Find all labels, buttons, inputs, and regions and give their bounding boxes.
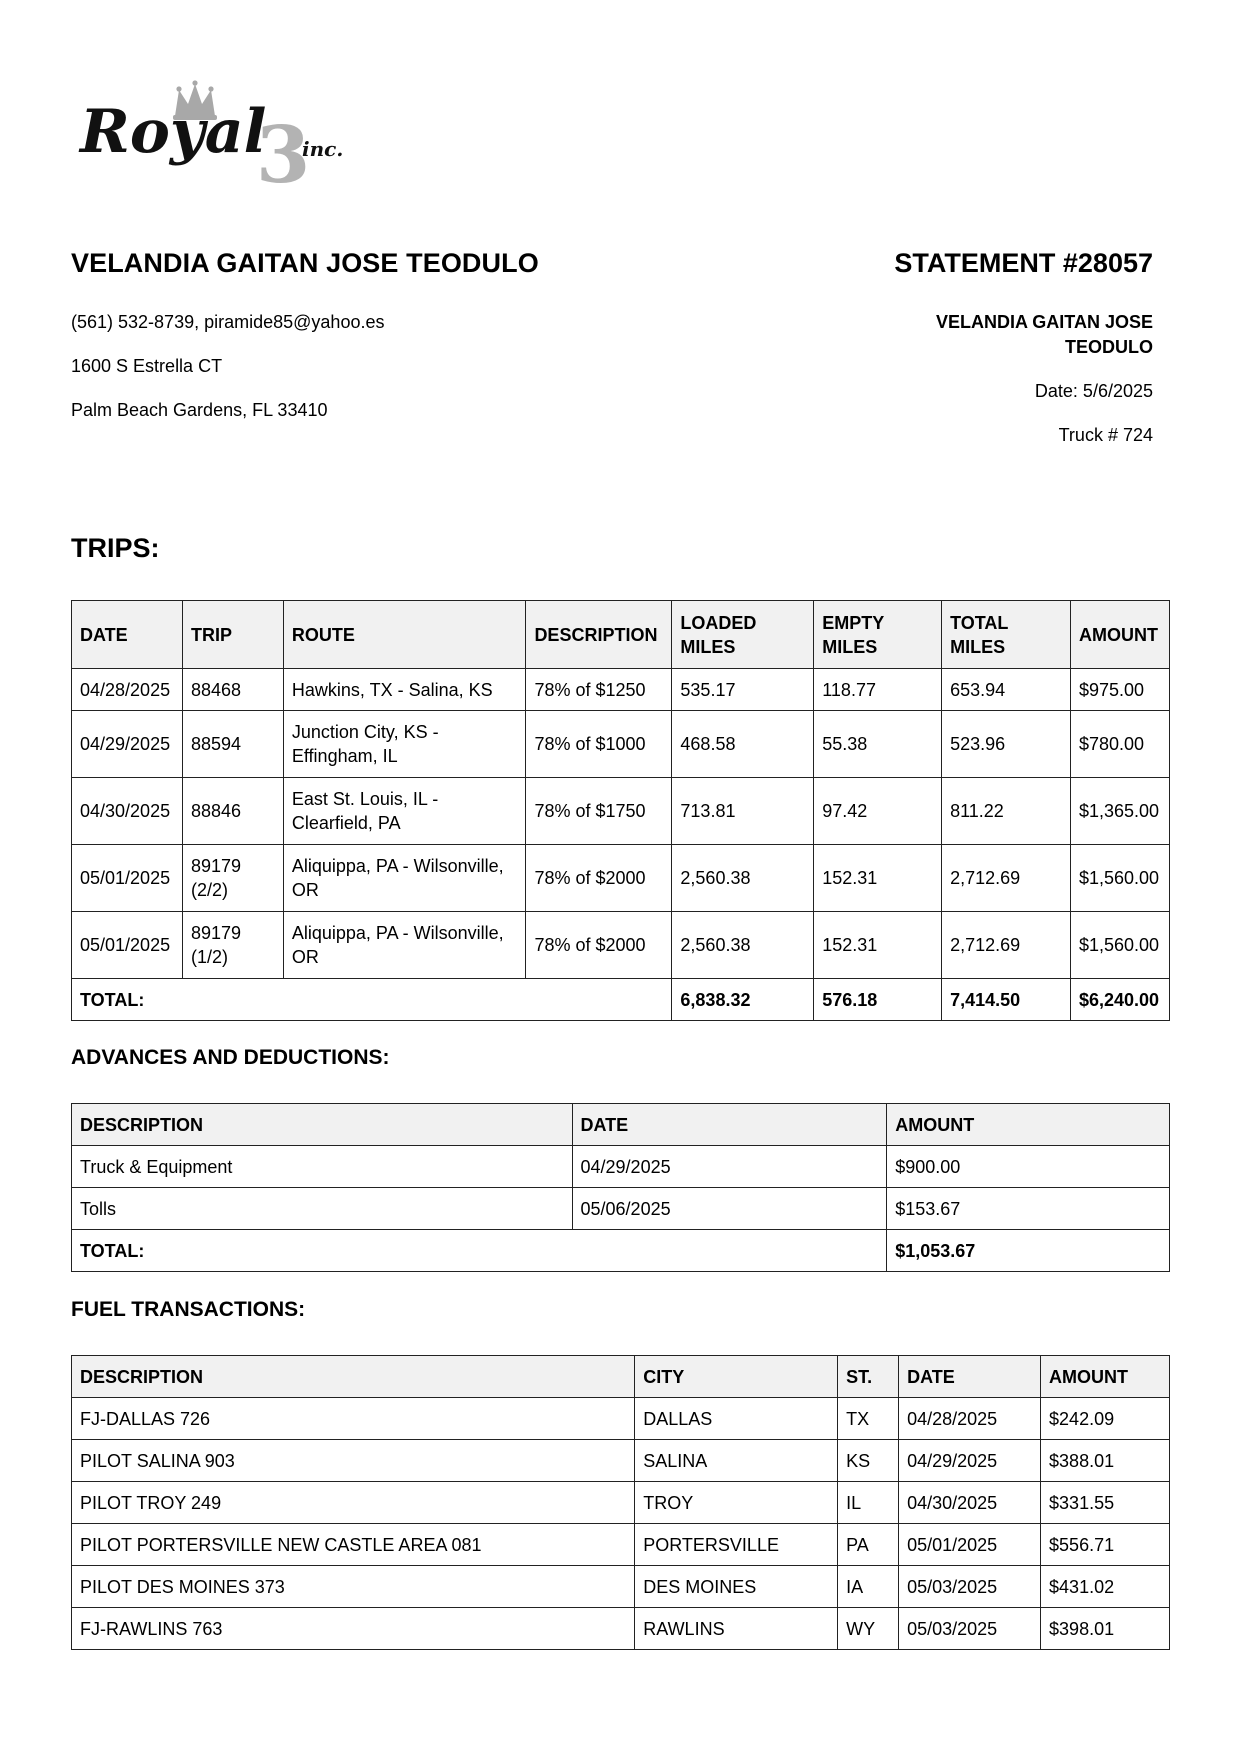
trip-date: 05/01/2025 xyxy=(72,845,183,912)
fuel-city: TROY xyxy=(635,1482,838,1524)
col-header-date: DATE xyxy=(572,1104,887,1146)
fuel-header-row xyxy=(72,1356,1170,1398)
col-header-amount: AMOUNT xyxy=(1041,1356,1170,1398)
trip-empty-miles: 118.77 xyxy=(814,669,942,711)
table-row xyxy=(72,1524,1170,1566)
col-header-description: DESCRIPTION xyxy=(526,601,672,669)
table-row xyxy=(72,778,1170,845)
trip-amount: $1,560.00 xyxy=(1070,845,1169,912)
trip-loaded-miles: 535.17 xyxy=(672,669,814,711)
trips-total-loaded-miles: 6,838.32 xyxy=(672,979,814,1021)
fuel-title: FUEL TRANSACTIONS: xyxy=(71,1298,306,1321)
table-row xyxy=(72,711,1170,778)
advances-header-row xyxy=(72,1104,1170,1146)
trip-total-miles: 523.96 xyxy=(942,711,1071,778)
client-address-line2: Palm Beach Gardens, FL 33410 xyxy=(71,400,328,420)
fuel-amount: $431.02 xyxy=(1041,1566,1170,1608)
trip-amount: $1,560.00 xyxy=(1070,912,1169,979)
fuel-city: DALLAS xyxy=(635,1398,838,1440)
trip-loaded-miles: 713.81 xyxy=(672,778,814,845)
fuel-amount: $242.09 xyxy=(1041,1398,1170,1440)
advance-amount: $153.67 xyxy=(887,1188,1170,1230)
trips-total-label: TOTAL: xyxy=(72,979,672,1021)
advances-table xyxy=(71,1103,1170,1272)
col-header-loaded-miles: LOADED MILES xyxy=(672,601,814,669)
fuel-date: 04/29/2025 xyxy=(899,1440,1041,1482)
trips-total-amount: $6,240.00 xyxy=(1070,979,1169,1021)
advances-total-amount: $1,053.67 xyxy=(887,1230,1170,1272)
trip-number: 89179 (1/2) xyxy=(182,912,283,979)
table-row xyxy=(72,1146,1170,1188)
trip-amount: $780.00 xyxy=(1070,711,1169,778)
table-row xyxy=(72,912,1170,979)
trip-empty-miles: 152.31 xyxy=(814,845,942,912)
advance-description: Truck & Equipment xyxy=(72,1146,573,1188)
trip-route: Aliquippa, PA - Wilsonville, OR xyxy=(283,845,526,912)
fuel-description: PILOT SALINA 903 xyxy=(72,1440,635,1482)
trip-description: 78% of $2000 xyxy=(526,845,672,912)
trip-total-miles: 653.94 xyxy=(942,669,1071,711)
trips-table xyxy=(71,600,1170,1021)
col-header-description: DESCRIPTION xyxy=(72,1356,635,1398)
table-row xyxy=(72,1188,1170,1230)
trips-total-miles: 7,414.50 xyxy=(942,979,1071,1021)
client-name: VELANDIA GAITAN JOSE TEODULO xyxy=(71,248,539,278)
trip-route: Aliquippa, PA - Wilsonville, OR xyxy=(283,912,526,979)
trip-empty-miles: 97.42 xyxy=(814,778,942,845)
col-header-trip: TRIP xyxy=(182,601,283,669)
fuel-date: 04/30/2025 xyxy=(899,1482,1041,1524)
trip-total-miles: 811.22 xyxy=(942,778,1071,845)
fuel-state: KS xyxy=(838,1440,899,1482)
col-header-date: DATE xyxy=(72,601,183,669)
table-row xyxy=(72,1398,1170,1440)
col-header-route: ROUTE xyxy=(283,601,526,669)
fuel-amount: $331.55 xyxy=(1041,1482,1170,1524)
advances-total-row xyxy=(72,1230,1170,1272)
col-header-state: ST. xyxy=(838,1356,899,1398)
fuel-description: PILOT DES MOINES 373 xyxy=(72,1566,635,1608)
advance-date: 05/06/2025 xyxy=(572,1188,887,1230)
trip-date: 04/28/2025 xyxy=(72,669,183,711)
statement-date: Date: 5/6/2025 xyxy=(1034,381,1153,401)
trip-amount: $1,365.00 xyxy=(1070,778,1169,845)
fuel-state: IA xyxy=(838,1566,899,1608)
fuel-city: PORTERSVILLE xyxy=(635,1524,838,1566)
client-address-line1: 1600 S Estrella CT xyxy=(71,356,223,376)
table-row xyxy=(72,1482,1170,1524)
col-header-amount: AMOUNT xyxy=(1070,601,1169,669)
advance-amount: $900.00 xyxy=(887,1146,1170,1188)
statement-number: STATEMENT #28057 xyxy=(894,248,1153,278)
logo-suffix: inc. xyxy=(302,137,344,161)
trips-total-row xyxy=(72,979,1170,1021)
trip-loaded-miles: 468.58 xyxy=(672,711,814,778)
trip-loaded-miles: 2,560.38 xyxy=(672,912,814,979)
fuel-state: IL xyxy=(838,1482,899,1524)
table-row xyxy=(72,1566,1170,1608)
trip-loaded-miles: 2,560.38 xyxy=(672,845,814,912)
trip-total-miles: 2,712.69 xyxy=(942,912,1071,979)
fuel-state: PA xyxy=(838,1524,899,1566)
logo-numeral: 3 xyxy=(256,110,311,190)
fuel-description: FJ-RAWLINS 763 xyxy=(72,1608,635,1650)
trip-empty-miles: 55.38 xyxy=(814,711,942,778)
fuel-city: DES MOINES xyxy=(635,1566,838,1608)
trip-empty-miles: 152.31 xyxy=(814,912,942,979)
fuel-date: 04/28/2025 xyxy=(899,1398,1041,1440)
advance-date: 04/29/2025 xyxy=(572,1146,887,1188)
fuel-state: TX xyxy=(838,1398,899,1440)
table-row xyxy=(72,845,1170,912)
trip-amount: $975.00 xyxy=(1070,669,1169,711)
col-header-total-miles: TOTAL MILES xyxy=(942,601,1071,669)
advance-description: Tolls xyxy=(72,1188,573,1230)
col-header-description: DESCRIPTION xyxy=(72,1104,573,1146)
trip-description: 78% of $2000 xyxy=(526,912,672,979)
table-row xyxy=(72,669,1170,711)
fuel-date: 05/03/2025 xyxy=(899,1608,1041,1650)
fuel-description: FJ-DALLAS 726 xyxy=(72,1398,635,1440)
trip-description: 78% of $1750 xyxy=(526,778,672,845)
trips-title: TRIPS: xyxy=(71,533,160,563)
fuel-description: PILOT TROY 249 xyxy=(72,1482,635,1524)
col-header-date: DATE xyxy=(899,1356,1041,1398)
trip-route: Junction City, KS - Effingham, IL xyxy=(283,711,526,778)
trips-total-empty-miles: 576.18 xyxy=(814,979,942,1021)
fuel-table xyxy=(71,1355,1170,1650)
col-header-empty-miles: EMPTY MILES xyxy=(814,601,942,669)
trip-date: 05/01/2025 xyxy=(72,912,183,979)
advances-total-label: TOTAL: xyxy=(72,1230,887,1272)
company-logo xyxy=(78,78,378,190)
col-header-city: CITY xyxy=(635,1356,838,1398)
fuel-date: 05/03/2025 xyxy=(899,1566,1041,1608)
trip-route: Hawkins, TX - Salina, KS xyxy=(283,669,526,711)
table-row xyxy=(72,1608,1170,1650)
trip-total-miles: 2,712.69 xyxy=(942,845,1071,912)
fuel-amount: $388.01 xyxy=(1041,1440,1170,1482)
client-contact: (561) 532-8739, piramide85@yahoo.es xyxy=(71,312,385,332)
fuel-state: WY xyxy=(838,1608,899,1650)
fuel-city: RAWLINS xyxy=(635,1608,838,1650)
table-row xyxy=(72,1440,1170,1482)
trip-number: 88594 xyxy=(182,711,283,778)
trips-header-row xyxy=(72,601,1170,669)
trip-route: East St. Louis, IL - Clearfield, PA xyxy=(283,778,526,845)
fuel-amount: $556.71 xyxy=(1041,1524,1170,1566)
fuel-description: PILOT PORTERSVILLE NEW CASTLE AREA 081 xyxy=(72,1524,635,1566)
col-header-amount: AMOUNT xyxy=(887,1104,1170,1146)
trip-number: 88846 xyxy=(182,778,283,845)
trip-date: 04/29/2025 xyxy=(72,711,183,778)
truck-number: Truck # 724 xyxy=(1058,425,1153,445)
advances-title: ADVANCES AND DEDUCTIONS: xyxy=(71,1046,390,1069)
trip-date: 04/30/2025 xyxy=(72,778,183,845)
trip-number: 88468 xyxy=(182,669,283,711)
fuel-amount: $398.01 xyxy=(1041,1608,1170,1650)
trip-description: 78% of $1250 xyxy=(526,669,672,711)
trip-number: 89179 (2/2) xyxy=(182,845,283,912)
logo-wordmark: Royal xyxy=(80,97,267,167)
trip-description: 78% of $1000 xyxy=(526,711,672,778)
statement-recipient-name: VELANDIA GAITAN JOSE TEODULO xyxy=(935,312,1153,357)
fuel-date: 05/01/2025 xyxy=(899,1524,1041,1566)
fuel-city: SALINA xyxy=(635,1440,838,1482)
